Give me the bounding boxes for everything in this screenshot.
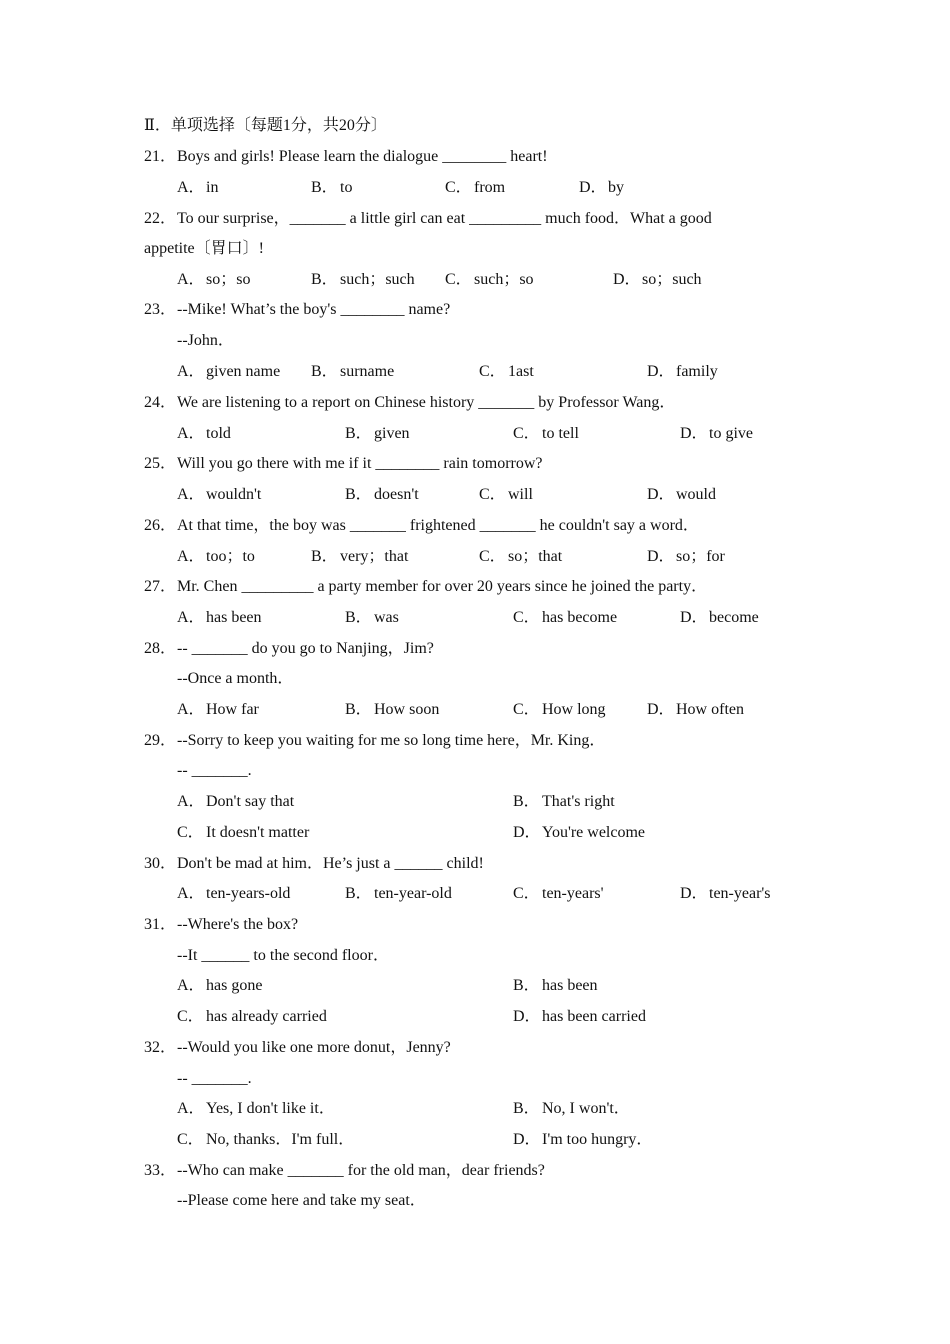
question-number: 27． [144,578,177,595]
question-31 [144,915,298,935]
option-29-a[interactable]: A．Don't say that [177,793,295,810]
question-stem: We are listening to a report on Chinese history _______ by Professor Wang． [177,394,676,411]
option-26-c[interactable]: C． so；that [479,548,563,565]
option-24-c[interactable]: C． to tell [513,425,579,442]
option-27-c[interactable]: C． has become [513,609,618,626]
question-number: 23． [144,301,177,318]
option-24-b[interactable]: B． given [345,425,410,442]
option-28-b[interactable]: B． How soon [345,701,440,718]
option-31-d[interactable]: D．has been carried [513,1008,646,1025]
option-21-a[interactable]: A．in [177,179,219,196]
option-29-b[interactable]: B． That's right [513,793,615,810]
question-number: 28． [144,640,177,657]
option-31-c[interactable]: C． has already carried [177,1008,327,1025]
dialogue-reply: --It ______ to the second floor． [177,947,389,964]
question-number: 30． [144,855,177,872]
question-stem: --Who can make _______ for the old man，dear friends? [177,1162,545,1179]
option-29-c[interactable]: C． It doesn't matter [177,824,310,841]
question-23 [144,300,450,320]
question-stem: Mr. Chen _________ a party member for over 20 years since he joined the party． [177,578,708,595]
question-number: 25． [144,455,177,472]
option-25-d[interactable]: D．would [647,486,716,503]
question-number: 22． [144,210,177,227]
question-number: 26． [144,517,177,534]
option-25-c[interactable]: C． will [479,486,533,503]
question-stem: At that time，the boy was _______ frightened _______ he couldn't say a word． [177,517,699,534]
option-27-d[interactable]: D．become [680,609,759,626]
option-25-a[interactable]: A．wouldn't [177,486,262,503]
option-31-b[interactable]: B． has been [513,977,598,994]
question-30 [144,854,484,874]
question-29 [144,731,605,751]
question-25 [144,454,543,474]
question-32 [144,1038,451,1058]
option-22-a[interactable]: A．so；so [177,271,251,288]
section-title: Ⅱ．单项选择〔每题1分，共20分〕 [144,117,387,134]
option-30-c[interactable]: C． ten-years' [513,885,604,902]
question-24 [144,393,675,413]
option-29-d[interactable]: D．You're welcome [513,824,646,841]
question-number: 21． [144,148,177,165]
option-28-d[interactable]: D．How often [647,701,744,718]
option-23-a[interactable]: A．given name [177,363,281,380]
option-22-c[interactable]: C． such；so [445,271,534,288]
option-30-d[interactable]: D．ten-year's [680,885,771,902]
option-22-b[interactable]: B． such；such [311,271,415,288]
question-stem: --Sorry to keep you waiting for me so long time here，Mr. King． [177,732,606,749]
dialogue-reply: --Once a month． [177,670,294,687]
question-stem: Don't be mad at him．He’s just a ______ child! [177,855,484,872]
question-26 [144,516,699,536]
dialogue-reply: -- _______. [177,1070,252,1087]
dialogue-reply: --John． [177,332,234,349]
option-24-a[interactable]: A．told [177,425,231,442]
question-number: 31． [144,916,177,933]
question-stem-continued: appetite〔胃口〕! [144,240,264,257]
option-28-a[interactable]: A．How far [177,701,259,718]
option-32-d[interactable]: D．I'm too hungry． [513,1131,653,1148]
option-30-a[interactable]: A．ten-years-old [177,885,291,902]
question-number: 24． [144,394,177,411]
question-stem: Boys and girls! Please learn the dialogue ________ heart! [177,148,548,165]
option-32-b[interactable]: B． No, I won't． [513,1100,630,1117]
question-stem: Will you go there with me if it ________ rain tomorrow? [177,455,543,472]
option-32-c[interactable]: C． No, thanks．I'm full． [177,1131,355,1148]
option-25-b[interactable]: B． doesn't [345,486,419,503]
dialogue-reply: --Please come here and take my seat． [177,1192,426,1209]
option-23-d[interactable]: D．family [647,363,718,380]
question-28 [144,639,434,659]
option-26-b[interactable]: B． very；that [311,548,409,565]
option-21-c[interactable]: C． from [445,179,506,196]
question-27 [144,577,707,597]
question-22 [144,209,712,229]
option-31-a[interactable]: A．has gone [177,977,263,994]
option-27-b[interactable]: B． was [345,609,399,626]
option-32-a[interactable]: A．Yes, I don't like it． [177,1100,335,1117]
question-stem: --Mike! What’s the boy's ________ name? [177,301,451,318]
question-stem: --Where's the box? [177,916,299,933]
question-number: 33． [144,1162,177,1179]
option-26-a[interactable]: A．too；to [177,548,255,565]
question-number: 29． [144,732,177,749]
dialogue-reply: -- _______. [177,762,252,779]
question-33 [144,1161,545,1181]
question-21 [144,147,548,167]
option-21-b[interactable]: B． to [311,179,353,196]
question-stem: --Would you like one more donut，Jenny? [177,1039,451,1056]
option-22-d[interactable]: D．so；such [613,271,702,288]
option-28-c[interactable]: C． How long [513,701,606,718]
question-stem: -- _______ do you go to Nanjing，Jim? [177,640,434,657]
option-21-d[interactable]: D．by [579,179,624,196]
question-number: 32． [144,1039,177,1056]
option-26-d[interactable]: D．so；for [647,548,725,565]
option-24-d[interactable]: D．to give [680,425,753,442]
question-stem: To our surprise，_______ a little girl can eat _________ much food．What a good [177,210,712,227]
option-30-b[interactable]: B． ten-year-old [345,885,452,902]
option-23-b[interactable]: B． surname [311,363,395,380]
option-27-a[interactable]: A．has been [177,609,262,626]
option-23-c[interactable]: C． 1ast [479,363,534,380]
